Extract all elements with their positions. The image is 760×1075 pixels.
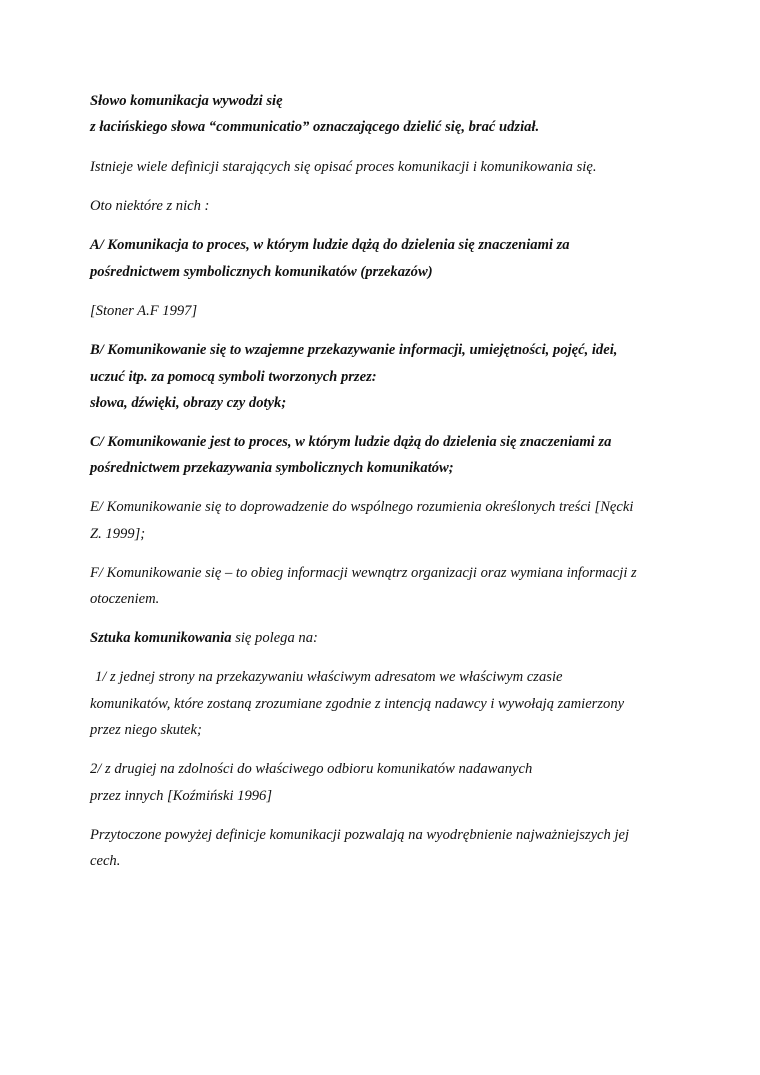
conclusion-line-1: Przytoczone powyżej definicje komunikacji pozwalają na wyodrębnienie najważniejszych jej — [90, 827, 630, 843]
definition-b-line-1: B/ Komunikowanie się to wzajemne przekazywanie informacji, umiejętności, pojęć, idei, — [90, 342, 618, 358]
item-2-line-1: 2/ z drugiej na zdolności do właściwego odbioru komunikatów nadawanych — [90, 761, 533, 777]
document-page — [90, 0, 680, 1075]
definition-f-line-1: F/ Komunikowanie się – to obieg informacji wewnątrz organizacji oraz wymiana informacji z — [90, 565, 637, 581]
definition-f-line-2: otoczeniem. — [90, 591, 160, 607]
intro-line-2: z łacińskiego słowa “communicatio” oznaczającego dzielić się, brać udział. — [90, 119, 540, 135]
conclusion-line-2: cech. — [90, 853, 121, 869]
definition-b-line-2: uczuć itp. za pomocą symboli tworzonych przez: — [90, 369, 377, 385]
definition-c-line-1: C/ Komunikowanie jest to proces, w którym ludzie dążą do dzielenia się znaczeniami za — [90, 434, 612, 450]
art-of-communication-term: Sztuka komunikowania — [90, 630, 232, 646]
definition-a-line-1: A/ Komunikacja to proces, w którym ludzie dążą do dzielenia się znaczeniami za — [90, 237, 570, 253]
definition-c-line-2: pośrednictwem przekazywania symbolicznych komunikatów; — [90, 460, 454, 476]
art-of-communication-rest: się polega na: — [231, 630, 318, 646]
art-of-communication-line — [90, 629, 318, 647]
definition-e-line-1: E/ Komunikowanie się to doprowadzenie do wspólnego rozumienia określonych treści [Nęcki — [90, 499, 634, 515]
definition-b-line-3: słowa, dźwięki, obrazy czy dotyk; — [90, 395, 287, 411]
item-1-line-2: komunikatów, które zostaną zrozumiane zgodnie z intencją nadawcy i wywołają zamierzony — [90, 696, 625, 712]
item-1-line-3: przez niego skutek; — [90, 722, 202, 738]
item-1-line-1: 1/ z jednej strony na przekazywaniu właściwym adresatom we właściwym czasie — [95, 669, 563, 685]
definitions-intro: Istnieje wiele definicji starających się opisać proces komunikacji i komunikowania się. — [90, 159, 597, 175]
definition-e-line-2: Z. 1999]; — [90, 526, 146, 542]
intro-line-1: Słowo komunikacja wywodzi się — [90, 93, 283, 109]
definition-a-line-2: pośrednictwem symbolicznych komunikatów (przekazów) — [90, 264, 433, 280]
citation-stoner: [Stoner A.F 1997] — [90, 303, 198, 319]
examples-intro: Oto niektóre z nich : — [90, 198, 210, 214]
item-2-line-2: przez innych [Koźmiński 1996] — [90, 788, 273, 804]
